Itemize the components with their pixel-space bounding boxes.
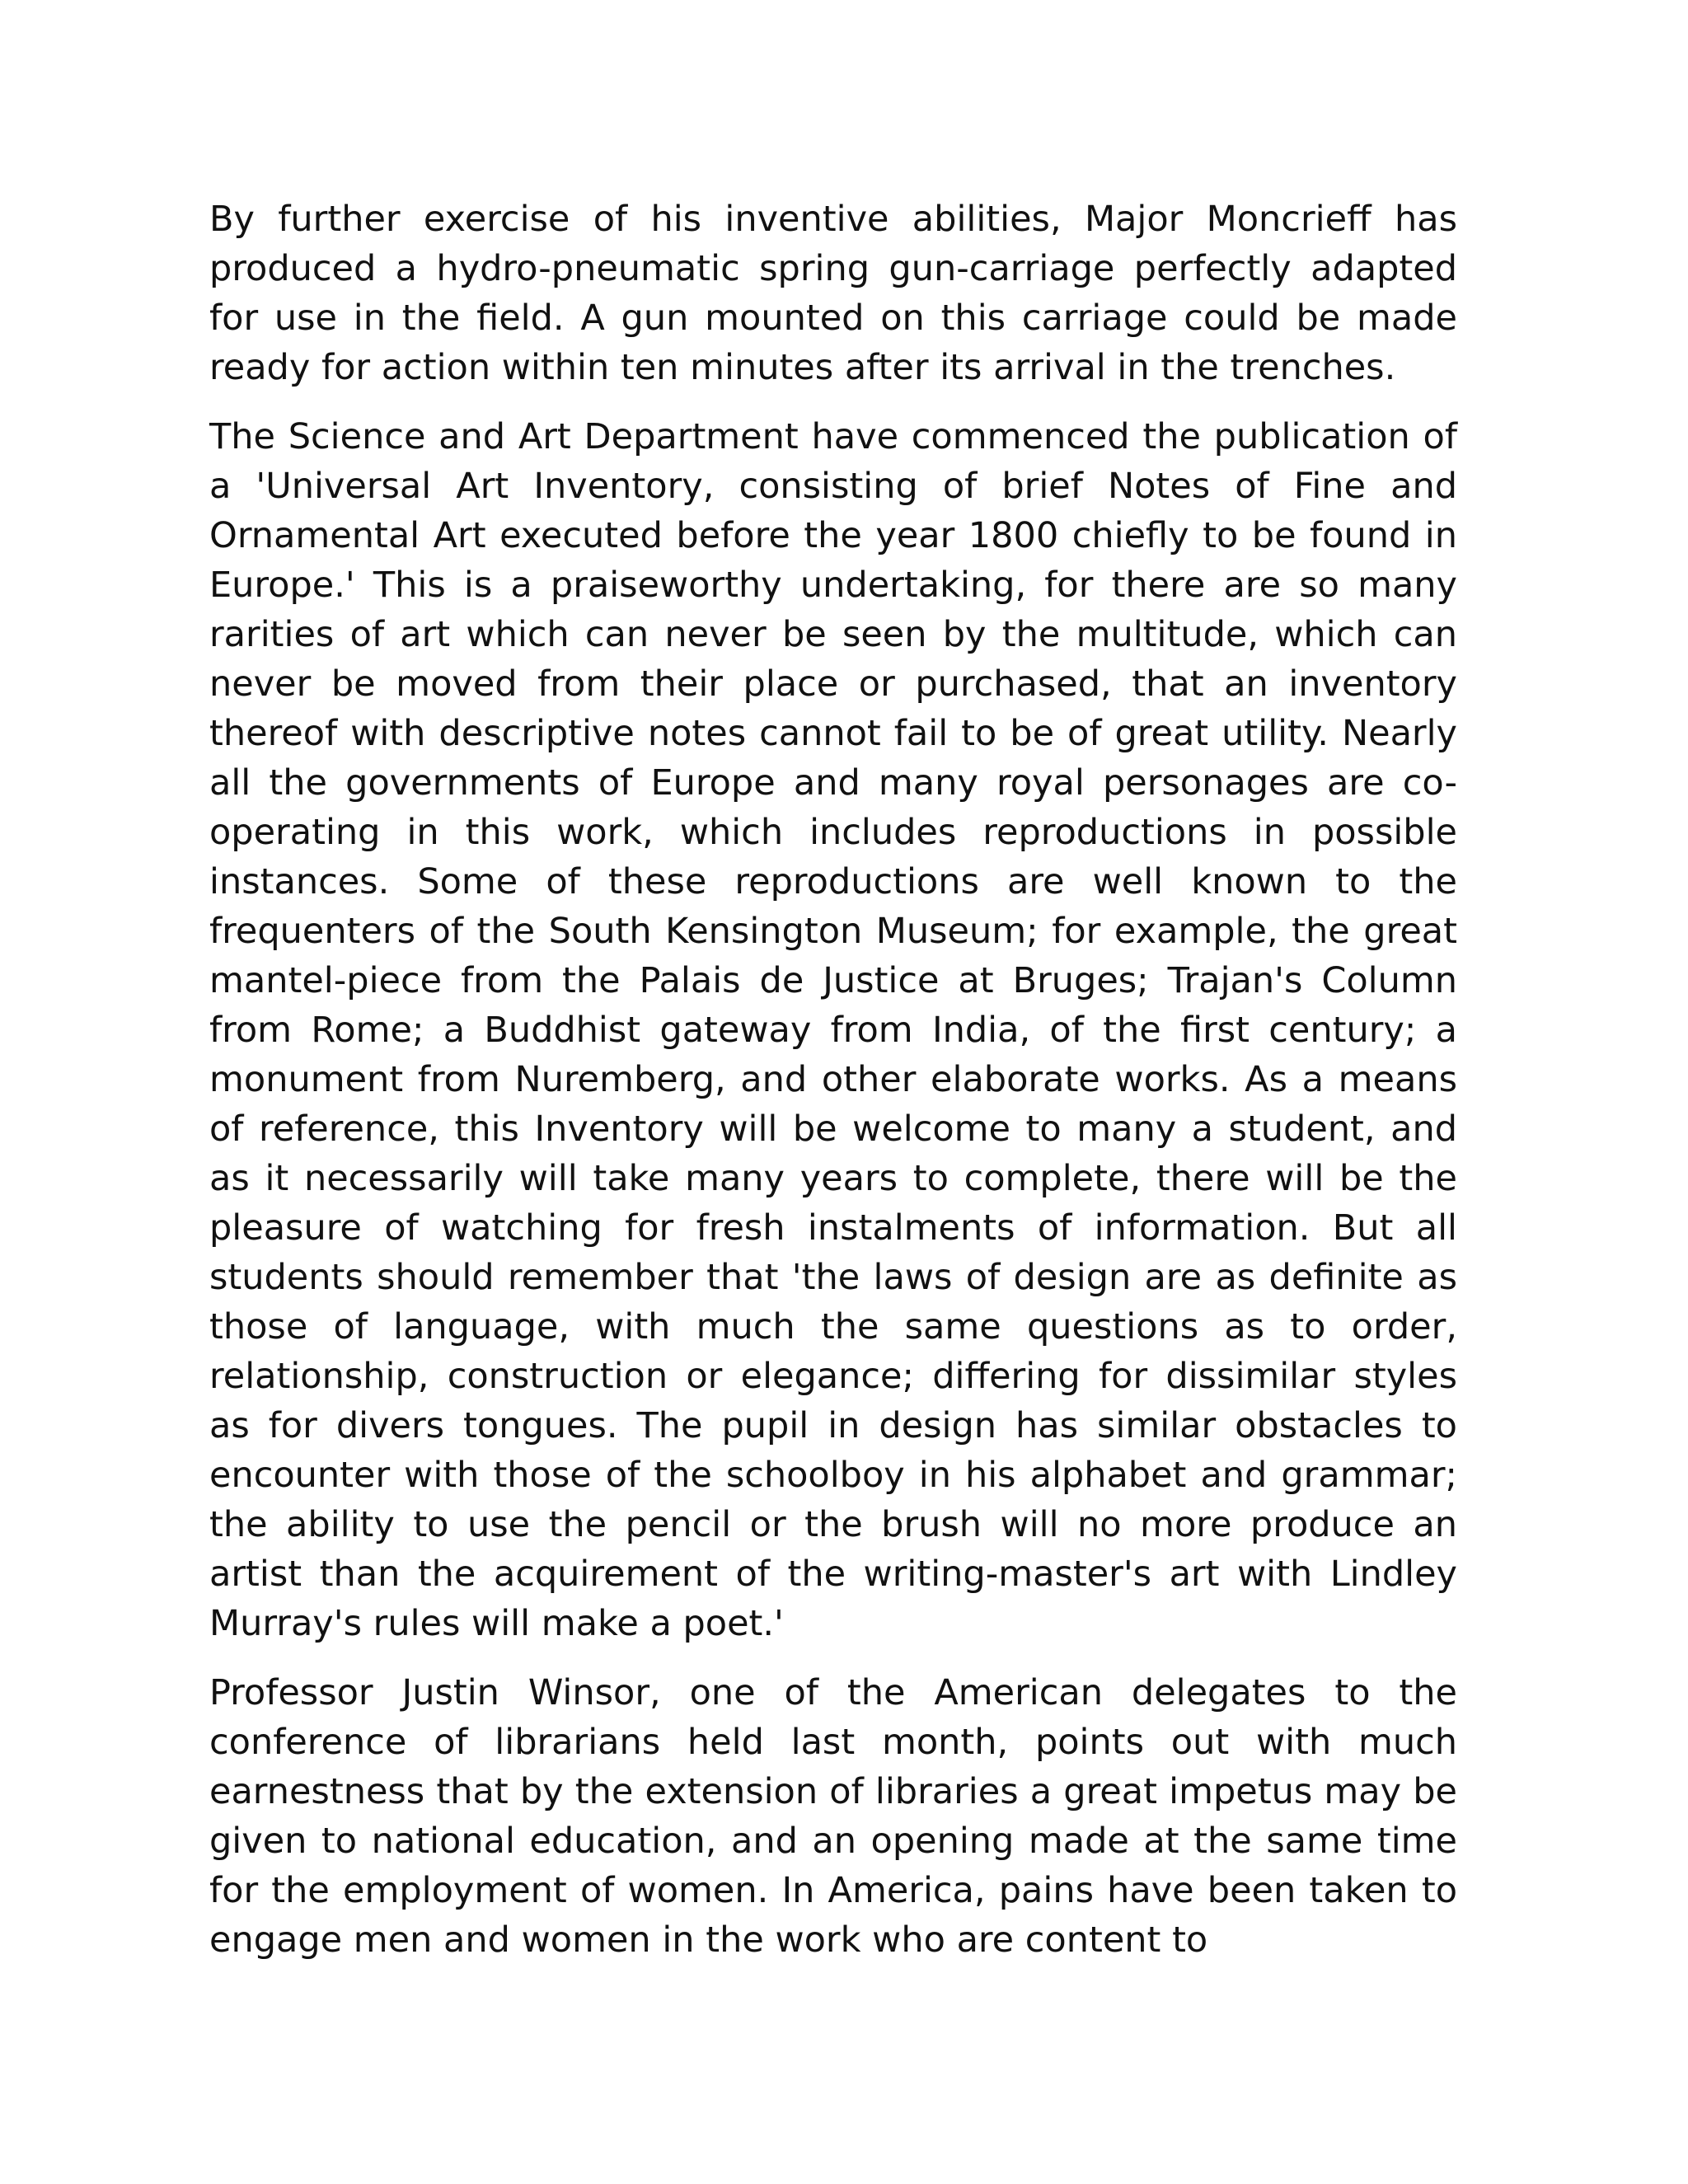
paragraph-universal-art-inventory: The Science and Art Department have commenced the publication of a 'Universal Art Inventory, consisting of brief Notes of Fine and Ornamental Art executed before the year 1800 chiefly to be found in Europe.' This is a praiseworthy undertaking, for there are so many rarities of art which can never be seen by the multitude, which can never be moved from their place or purchased, that an inventory thereof with descriptive notes cannot fail to be of great utility. Nearly all the governments of Europe and many royal personages are co-operating in this work, which includes reproductions in possible instances. Some of these reproductions are well known to the frequenters of the South Kensington Museum; for example, the great mantel-piece from the Palais de Justice at Bruges; Trajan's Column from Rome; a Buddhist gateway from India, of the first century; a monument from Nuremberg, and other elaborate works. As a means of reference, this Inventory will be welcome to many a student, and as it necessarily will take many years to complete, there will be the pleasure of watching for fresh instalments of information. But all students should remember that 'the laws of design are as definite as those of language, with much the same questions as to order, relationship, construction or elegance; differing for dissimilar styles as for divers tongues. The pupil in design has similar obstacles to encounter with those of the schoolboy in his alphabet and grammar; the ability to use the pencil or the brush will no more produce an artist than the acquirement of the writing-master's art with Lindley Murray's rules will make a poet.' xyxy=(209,416,1457,1644)
paragraph-moncrieff-gun-carriage: By further exercise of his inventive abilities, Major Moncrieff has produced a hydro-pneumatic spring gun-carriage perfectly adapted for use in the field. A gun mounted on this carriage could be made ready for action within ten minutes after its arrival in the trenches. xyxy=(209,199,1457,388)
paragraph-justin-winsor-libraries: Professor Justin Winsor, one of the American delegates to the conference of librarians held last month, points out with much earnestness that by the extension of libraries a great impetus may be given to national education, and an opening made at the same time for the employment of women. In America, pains have been taken to engage men and women in the work who are content to xyxy=(209,1672,1457,1961)
body-text xyxy=(209,194,1457,1985)
